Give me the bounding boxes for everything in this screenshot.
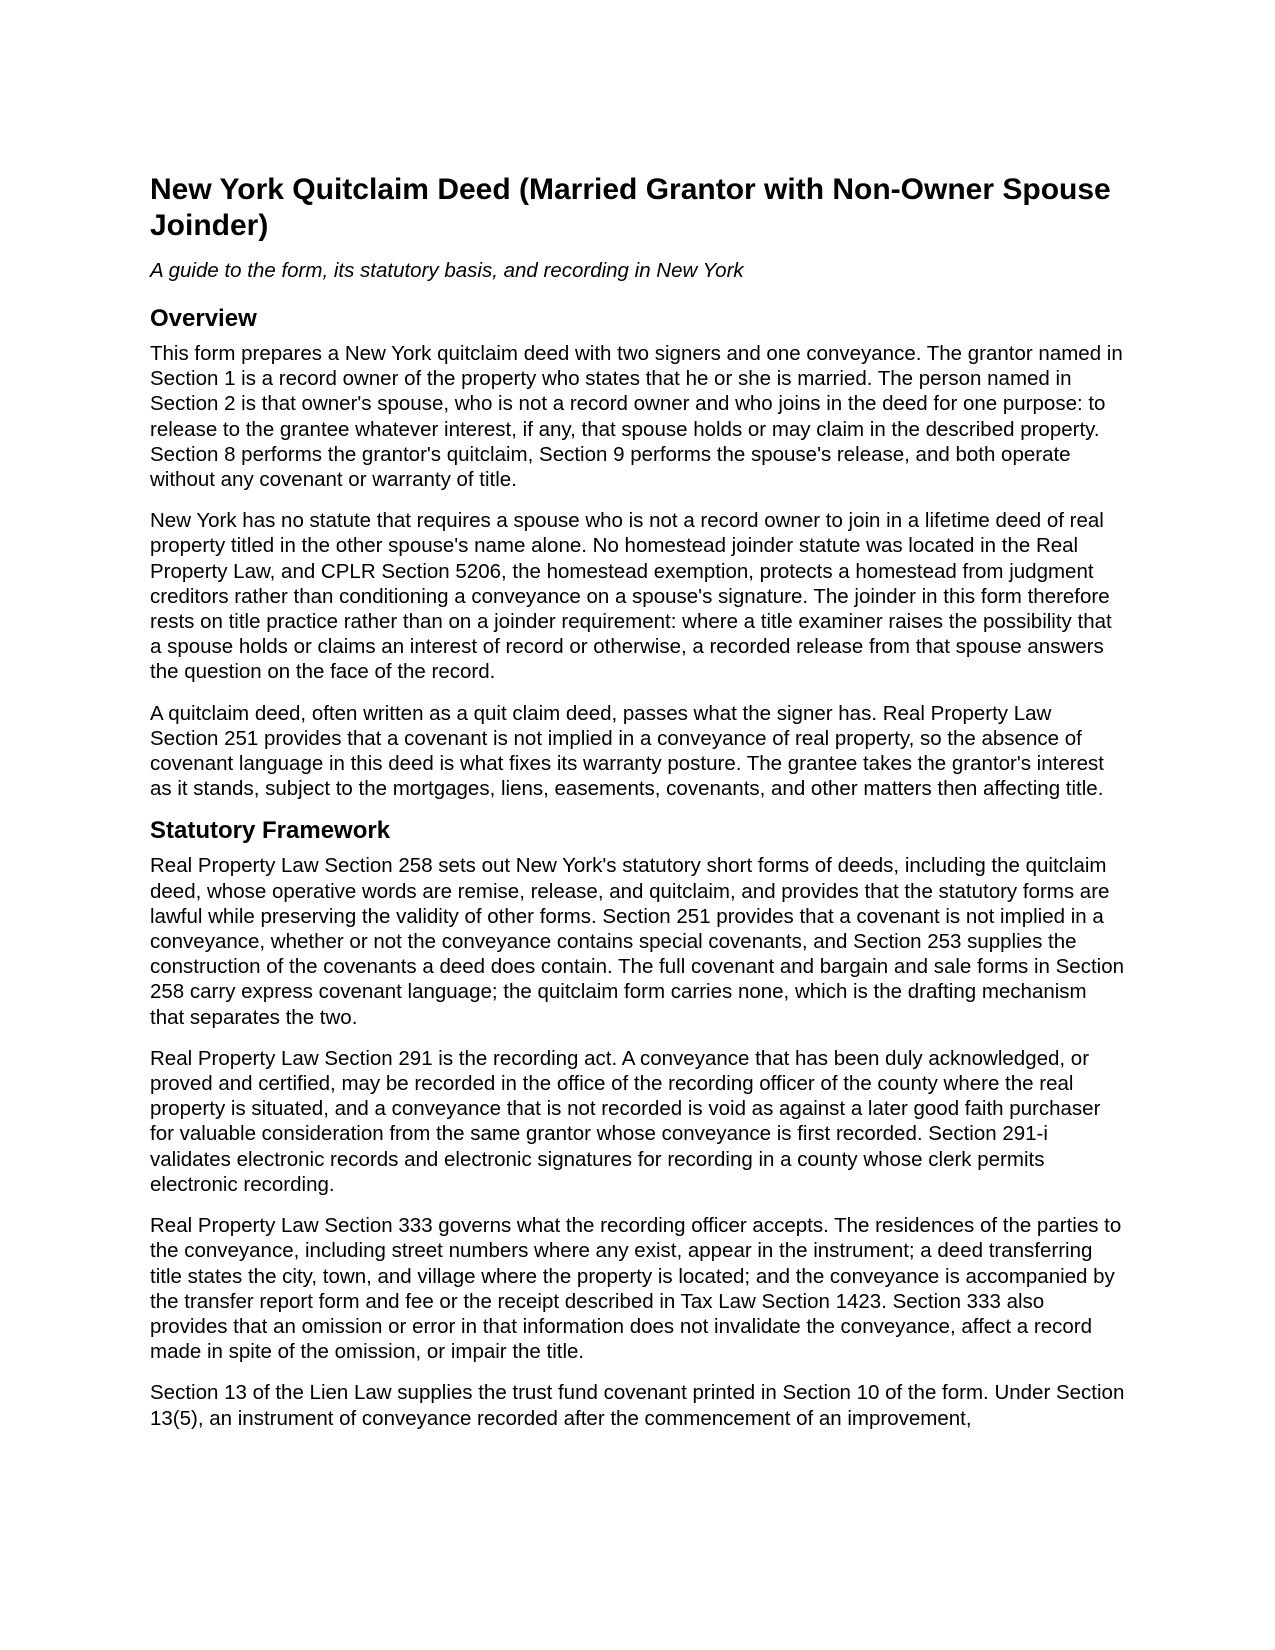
section-overview: [150, 305, 1125, 801]
section-statutory-framework: [150, 817, 1125, 1430]
paragraph: Real Property Law Section 258 sets out New York's statutory short forms of deeds, including the quitclaim deed, whose operative words are remise, release, and quitclaim, and provides that the statutory forms are lawful while preserving the validity of other forms. Section 251 provides that a covenant is not implied in a conveyance, whether or not the conveyance contains special covenants, and Section 253 supplies the construction of the covenants a deed does contain. The full covenant and bargain and sale forms in Section 258 carry express covenant language; the quitclaim form carries none, which is the drafting mechanism that separates the two.: [150, 854, 1125, 1029]
paragraph: New York has no statute that requires a spouse who is not a record owner to join in a lifetime deed of real property titled in the other spouse's name alone. No homestead joinder statute was located in the Real Property Law, and CPLR Section 5206, the homestead exemption, protects a homestead from judgment creditors rather than conditioning a conveyance on a spouse's signature. The joinder in this form therefore rests on title practice rather than on a joinder requirement: where a title examiner raises the possibility that a spouse holds or claims an interest of record or otherwise, a recorded release from that spouse answers the question on the face of the record.: [150, 509, 1112, 684]
paragraph: Real Property Law Section 333 governs what the recording officer accepts. The residences of the parties to the conveyance, including street numbers where any exist, appear in the instrument; a deed transferring title states the city, town, and village where the property is located; and the conveyance is accompanied by the transfer report form and fee or the receipt described in Tax Law Section 1423. Section 333 also provides that an omission or error in that information does not invalidate the conveyance, affect a record made in spite of the omission, or impair the title.: [150, 1214, 1122, 1364]
document-title: New York Quitclaim Deed (Married Grantor with Non-Owner Spouse Joinder): [150, 173, 1111, 242]
section-heading-overview: Overview: [150, 305, 257, 332]
paragraph: A quitclaim deed, often written as a quit claim deed, passes what the signer has. Real Property Law Section 251 provides that a covenant is not implied in a conveyance of real property, so the absence of covenant language in this deed is what fixes its warranty posture. The grantee takes the grantor's interest as it stands, subject to the mortgages, liens, easements, covenants, and other matters then affecting title.: [150, 701, 1104, 801]
paragraph: Real Property Law Section 291 is the recording act. A conveyance that has been duly acknowledged, or proved and certified, may be recorded in the office of the recording officer of the county where the real property is situated, and a conveyance that is not recorded is void as against a later good faith purchaser for valuable consideration from the same grantor whose conveyance is first recorded. Section 291-i validates electronic records and electronic signatures for recording in a county whose clerk permits electronic recording.: [150, 1046, 1101, 1196]
paragraph: Section 13 of the Lien Law supplies the trust fund covenant printed in Section 10 of the form. Under Section 13(5), an instrument of conveyance recorded after the commencement of an improvement,: [150, 1381, 1125, 1430]
section-heading-statutory-framework: Statutory Framework: [150, 817, 391, 845]
document-subtitle: A guide to the form, its statutory basis, and recording in New York: [150, 259, 744, 282]
paragraph: This form prepares a New York quitclaim deed with two signers and one conveyance. The grantor named in Section 1 is a record owner of the property who states that he or she is married. The person named in Section 2 is that owner's spouse, who is not a record owner and who joins in the deed for one purpose: to release to the grantee whatever interest, if any, that spouse holds or may claim in the described property. Section 8 performs the grantor's quitclaim, Section 9 performs the spouse's release, and both operate without any covenant or warranty of title.: [150, 342, 1123, 492]
document-page: [150, 172, 1125, 1447]
